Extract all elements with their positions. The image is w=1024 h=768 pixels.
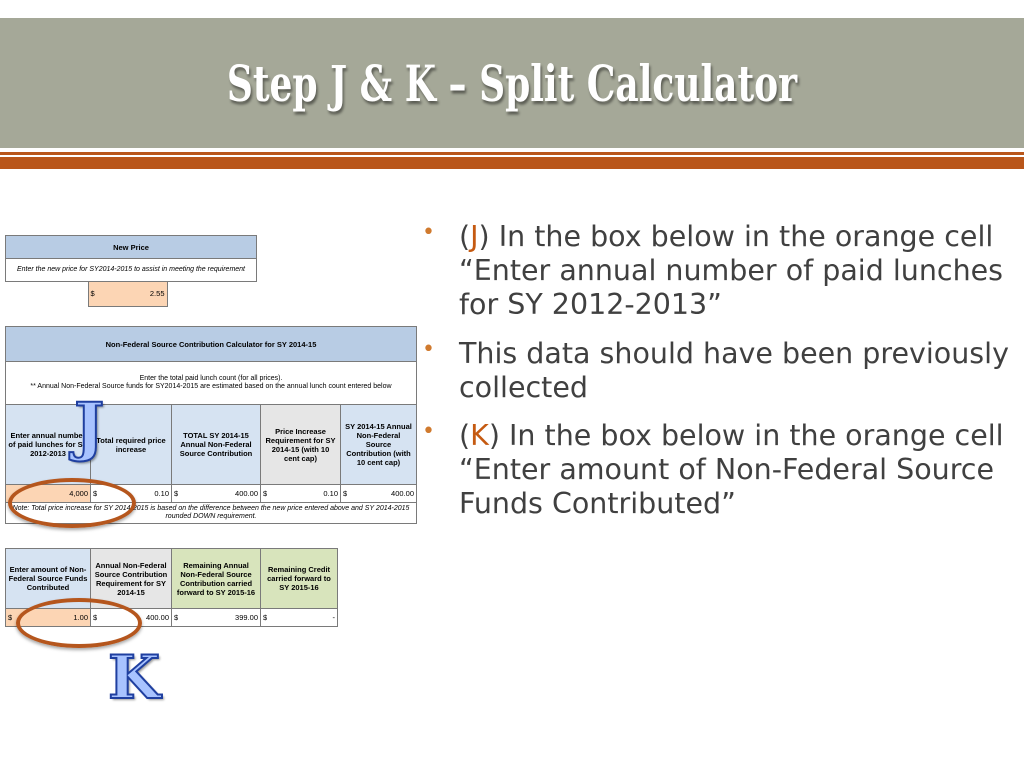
- price-increase-cap-value: 0.10: [323, 489, 338, 498]
- currency-symbol: $: [343, 489, 348, 498]
- spacer-cell: [167, 282, 257, 307]
- annual-requirement-value: 400.00: [146, 613, 169, 622]
- funds-contributed-value: 1.00: [73, 613, 88, 622]
- calculator-note-line2: ** Annual Non-Federal Source funds for SY2014-2015 are estimated based on the annual lunch count entered below: [30, 383, 392, 390]
- highlight-oval-j: [8, 478, 136, 528]
- new-price-value: 2.55: [149, 289, 165, 299]
- currency-symbol: $: [174, 613, 179, 622]
- new-price-input[interactable]: [88, 282, 167, 307]
- currency-symbol: $: [8, 613, 13, 622]
- bullet-previously-collected: [420, 337, 1020, 405]
- col-remaining-contribution: Remaining Annual Non-Federal Source Contribution carried forward to SY 2015-16: [172, 549, 261, 609]
- currency-symbol: $: [93, 613, 98, 622]
- col-annual-requirement: Annual Non-Federal Source Contribution Requirement for SY 2014-15: [91, 549, 172, 609]
- remaining-credit-cell: [261, 609, 338, 627]
- new-price-note: Enter the new price for SY2014-2015 to assist in meeting the requirement: [6, 259, 257, 282]
- bullet-letter-k: K: [470, 418, 489, 452]
- bullet-j-text: In the box below in the orange cell “Enter annual number of paid lunches for SY 2012-2013”: [459, 220, 1004, 322]
- calculator-header: Non-Federal Source Contribution Calculator for SY 2014-15: [6, 327, 417, 362]
- col-funds-contributed: Enter amount of Non-Federal Source Funds Contributed: [6, 549, 91, 609]
- required-increase-value: 0.10: [154, 489, 169, 498]
- new-price-header: New Price: [6, 236, 257, 259]
- contribution-cap-cell: [341, 485, 417, 503]
- col-required-increase: Total required price increase: [91, 405, 172, 485]
- col-paid-lunches: Enter annual number of paid lunches for SY 2012-2013: [6, 405, 91, 485]
- contribution-cap-value: 400.00: [391, 489, 414, 498]
- bullet-dot-icon: •: [422, 336, 435, 362]
- currency-symbol: $: [90, 289, 95, 299]
- callout-letter-j: J: [74, 389, 105, 464]
- calculator-note-line1: Enter the total paid lunch count (for all prices).: [139, 374, 283, 382]
- col-price-increase-cap: Price Increase Requirement for SY 2014-15 (with 10 cent cap): [261, 405, 341, 485]
- calculator-note: [6, 362, 417, 405]
- col-contribution-cap: SY 2014-15 Annual Non-Federal Source Contribution (with 10 cent cap): [341, 405, 417, 485]
- spacer-cell: [6, 282, 89, 307]
- remaining-contribution-value: 399.00: [235, 613, 258, 622]
- paid-lunches-value: 4,000: [69, 489, 88, 498]
- currency-symbol: $: [263, 489, 268, 498]
- col-remaining-credit: Remaining Credit carried forward to SY 2015-16: [261, 549, 338, 609]
- currency-symbol: $: [93, 489, 98, 498]
- col-total-contribution: TOTAL SY 2014-15 Annual Non-Federal Source Contribution: [172, 405, 261, 485]
- currency-symbol: $: [263, 613, 268, 622]
- title-rule-thick: [0, 157, 1024, 169]
- remaining-contribution-cell: [172, 609, 261, 627]
- title-rule-thin: [0, 152, 1024, 155]
- callout-letter-k: K: [108, 643, 161, 713]
- bullet-dot-icon: •: [422, 418, 435, 444]
- new-price-table: [5, 235, 257, 307]
- slide-title: Step J & K – Split Calculator: [226, 53, 798, 113]
- bullet-k: • (K) In the box below in the orange cell “Enter amount of Non-Federal Source Funds Contributed”: [422, 418, 1004, 521]
- bullet-letter-j: J: [470, 220, 479, 253]
- calculator-footnote: Note: Total price increase for SY 2014-2015 is based on the difference between the new price entered above and SY 2014-2015 rounded DOWN requirement.: [6, 503, 417, 524]
- bullet-j: • (J) In the box below in the orange cell “Enter annual number of paid lunches for SY 2012-2013”: [422, 220, 1004, 322]
- total-contribution-value: 400.00: [235, 489, 258, 498]
- highlight-oval-k: [16, 598, 142, 648]
- bullet-dot-icon: •: [422, 220, 435, 245]
- total-contribution-cell: [172, 485, 261, 503]
- remaining-credit-value: -: [332, 613, 335, 622]
- bullet-k-text: In the box below in the orange cell “Enter amount of Non-Federal Source Funds Contributed”: [459, 418, 1004, 521]
- price-increase-cap-cell: [261, 485, 341, 503]
- bullet-previously-collected-text: This data should have been previously collected: [459, 336, 1009, 404]
- instruction-list: [420, 220, 1020, 536]
- currency-symbol: $: [174, 489, 179, 498]
